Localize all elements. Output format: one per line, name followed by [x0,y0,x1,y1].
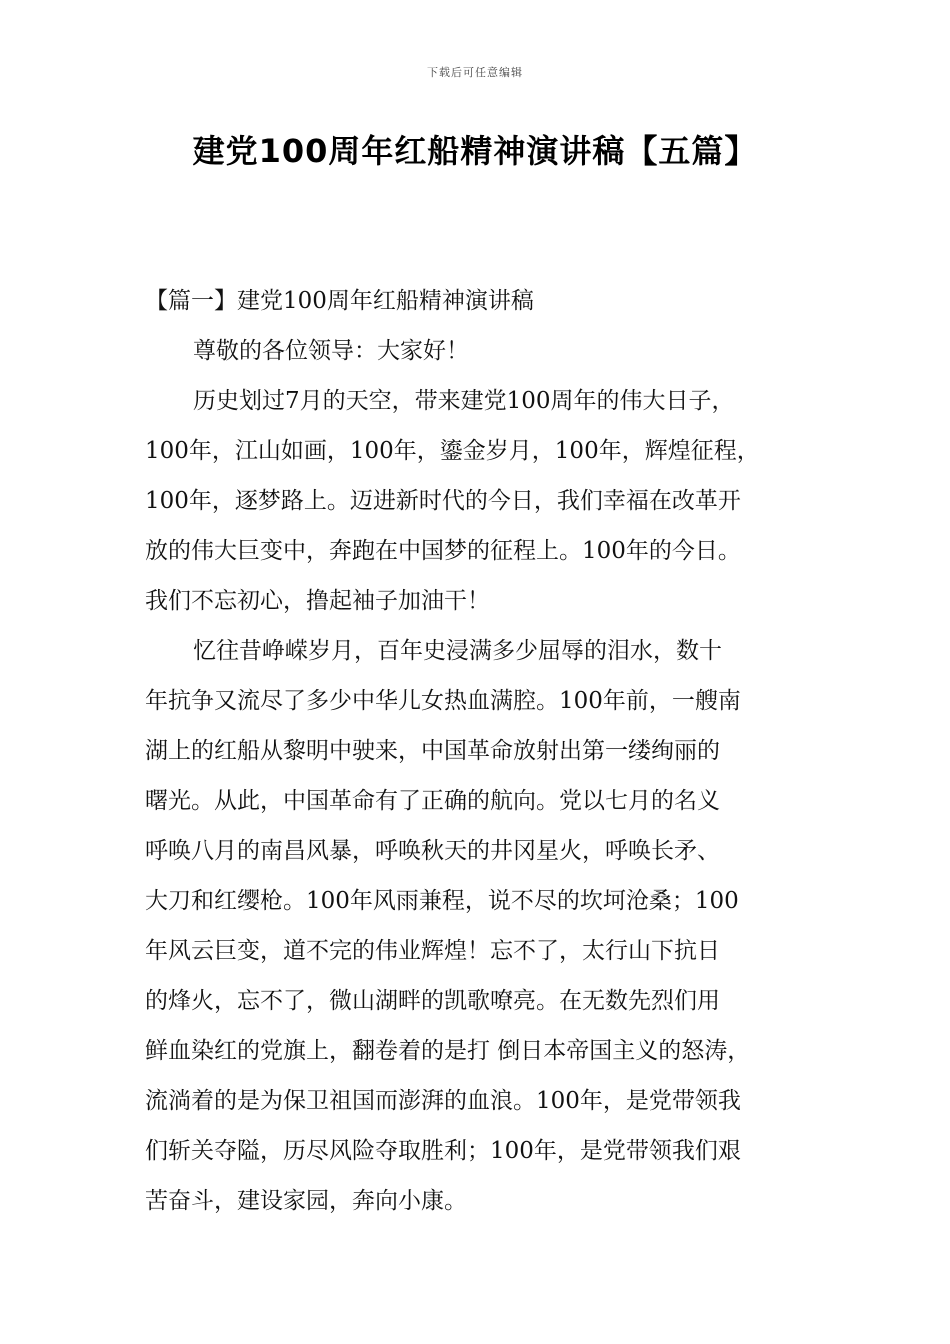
paragraph-line: 我们不忘初心，撸起袖子加油干！ [145,588,490,614]
paragraph-line: 放的伟大巨变中，奔跑在中国梦的征程上。100年的今日。 [145,538,741,564]
paragraph-line: 100年，逐梦路上。迈进新时代的今日，我们幸福在改革开 [145,488,741,514]
paragraph-line: 苦奋斗，建设家园，奔向小康。 [145,1188,467,1214]
paragraph-line: 100年，江山如画，100年，鎏金岁月，100年，辉煌征程， [145,438,760,464]
header-note: 下载后可任意编辑 [427,66,523,79]
paragraph-line: 的烽火，忘不了，微山湖畔的凯歌嘹亮。在无数先烈们用 [145,988,720,1014]
paragraph-line: 曙光。从此，中国革命有了正确的航向。党以七月的名义 [145,788,720,814]
paragraph-line: 鲜血染红的党旗上，翻卷着的是打 倒日本帝国主义的怒涛， [145,1038,751,1064]
paragraph-line: 历史划过7月的天空，带来建党100周年的伟大日子， [193,388,735,414]
paragraph-line: 忆往昔峥嵘岁月，百年史浸满多少屈辱的泪水，数十 [193,638,722,664]
paragraph-line: 年抗争又流尽了多少中华儿女热血满腔。100年前，一艘南 [145,688,741,714]
paragraph-line: 流淌着的是为保卫祖国而澎湃的血浪。100年，是党带领我 [145,1088,741,1114]
paragraph-line: 大刀和红缨枪。100年风雨兼程，说不尽的坎坷沧桑；100 [145,888,739,914]
paragraph-1 [145,376,825,626]
paragraph-line: 们斩关夺隘，历尽风险夺取胜利；100年，是党带领我们艰 [145,1138,741,1164]
greeting-line: 尊敬的各位领导：大家好！ [193,338,469,364]
document-title: 建党100周年红船精神演讲稿【五篇】 [192,132,758,170]
greeting-paragraph [145,326,825,376]
paragraph-line: 年风云巨变，道不完的伟业辉煌！忘不了，太行山下抗日 [145,938,720,964]
paragraph-line: 呼唤八月的南昌风暴，呼唤秋天的井冈星火，呼唤长矛、 [145,838,720,864]
section-heading: 【篇一】建党100周年红船精神演讲稿 [145,288,534,314]
document-body [145,276,825,1226]
paragraph-2 [145,626,825,1226]
paragraph-line: 湖上的红船从黎明中驶来，中国革命放射出第一缕绚丽的 [145,738,720,764]
